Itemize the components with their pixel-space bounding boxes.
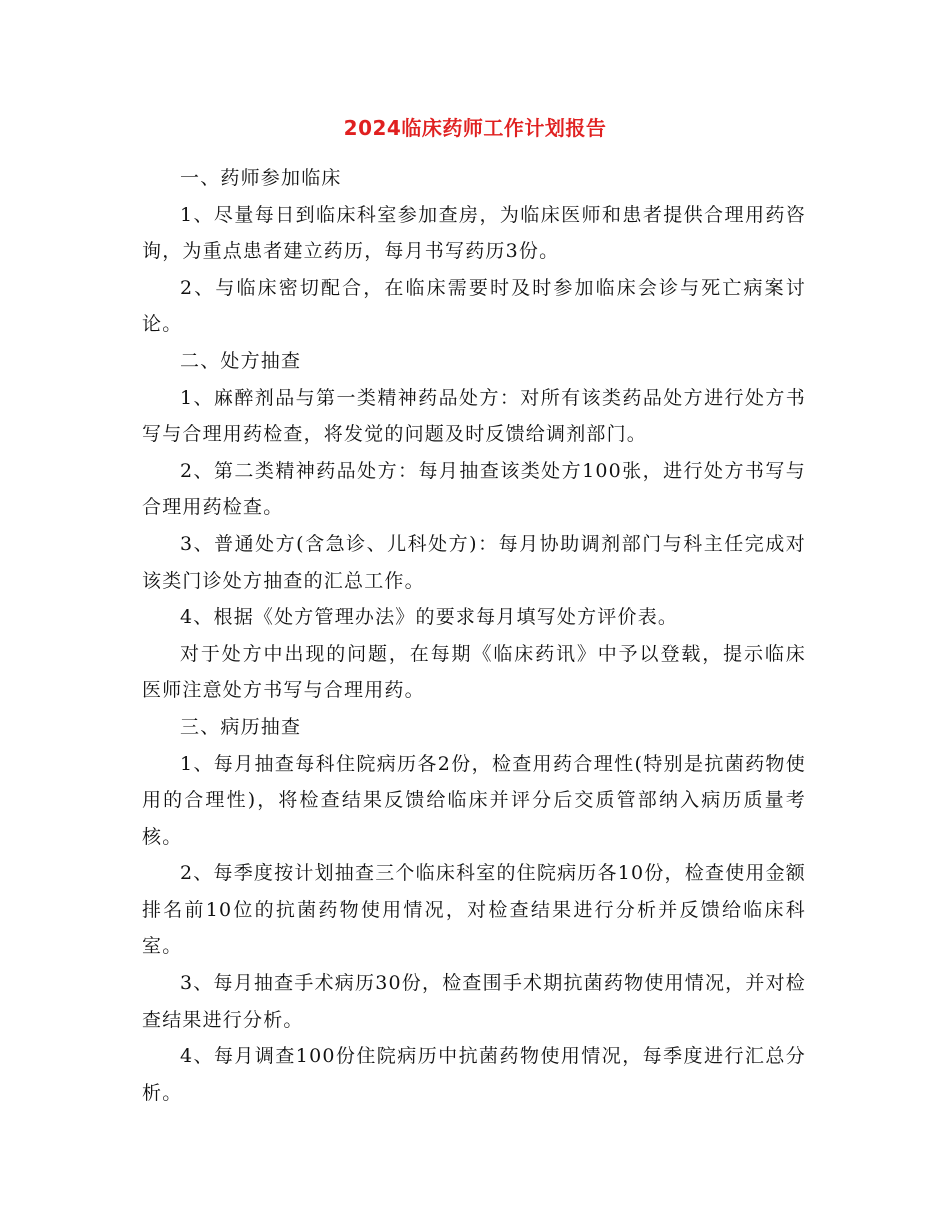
document-body <box>142 160 806 1111</box>
page-title: 2024临床药师工作计划报告 <box>343 116 607 140</box>
paragraph: 1、尽量每日到临床科室参加查房，为临床医师和患者提供合理用药咨询，为重点患者建立药历，每月书写药历3份。 <box>142 203 806 263</box>
paragraph: 对于处方中出现的问题，在每期《临床药讯》中予以登载，提示临床医师注意处方书写与合理用药。 <box>142 642 806 702</box>
paragraph: 4、每月调查100份住院病历中抗菌药物使用情况，每季度进行汇总分析。 <box>142 1045 806 1104</box>
section-heading-1: 一、药师参加临床 <box>180 167 342 189</box>
paragraph: 4、根据《处方管理办法》的要求每月填写处方评价表。 <box>180 606 679 629</box>
paragraph: 1、麻醉剂品与第一类精神药品处方：对所有该类药品处方进行处方书写与合理用药检查，将发觉的问题及时反馈给调剂部门。 <box>142 386 806 446</box>
paragraph: 1、每月抽查每科住院病历各2份，检查用药合理性(特别是抗菌药物使用的合理性)，将检查结果反馈给临床并评分后交质管部纳入病历质量考核。 <box>142 752 806 848</box>
paragraph: 3、普通处方(含急诊、儿科处方)：每月协助调剂部门与科主任完成对该类门诊处方抽查的汇总工作。 <box>142 532 806 592</box>
paragraph: 2、与临床密切配合，在临床需要时及时参加临床会诊与死亡病案讨论。 <box>142 276 806 336</box>
paragraph: 2、每季度按计划抽查三个临床科室的住院病历各10份，检查使用金额排名前10位的抗菌药物使用情况，对检查结果进行分析并反馈给临床科室。 <box>142 862 806 958</box>
paragraph: 2、第二类精神药品处方：每月抽查该类处方100张，进行处方书写与合理用药检查。 <box>142 459 806 519</box>
paragraph: 3、每月抽查手术病历30份，检查围手术期抗菌药物使用情况，并对检查结果进行分析。 <box>142 972 806 1031</box>
section-heading-3: 三、病历抽查 <box>180 715 302 738</box>
section-heading-2: 二、处方抽查 <box>180 349 302 372</box>
